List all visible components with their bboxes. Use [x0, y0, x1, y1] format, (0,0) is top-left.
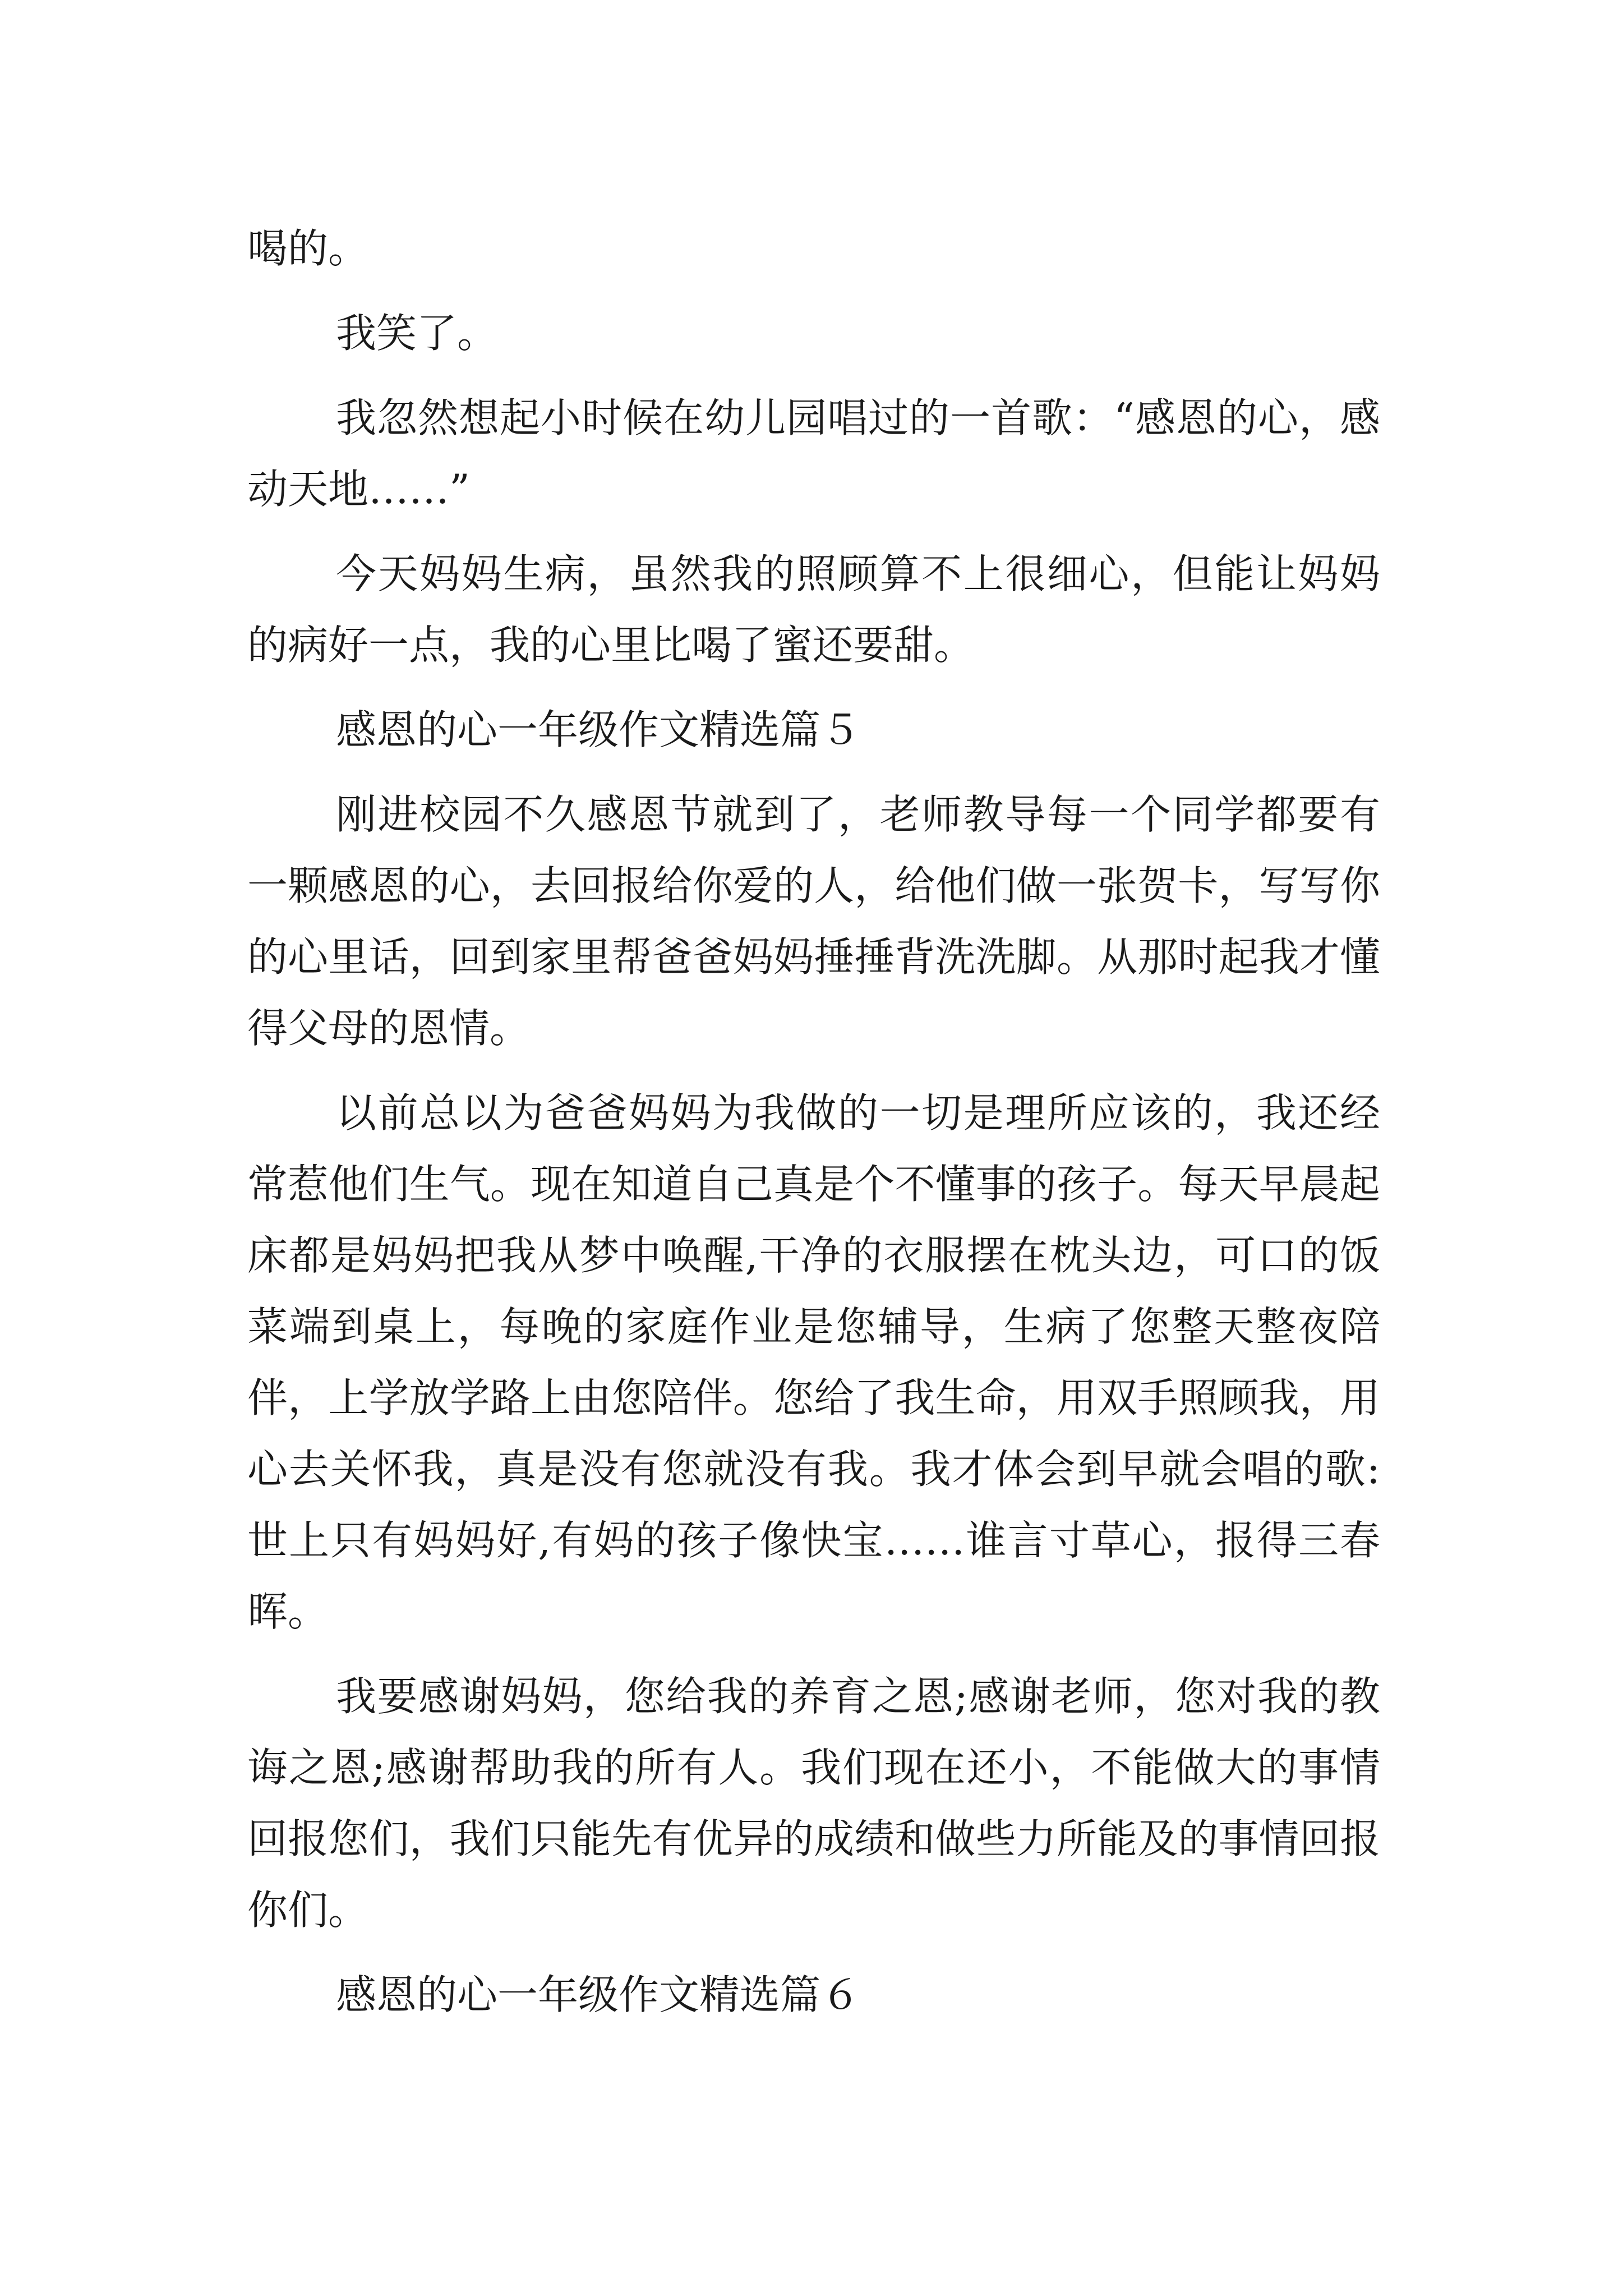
paragraph: 刚进校园不久感恩节就到了，老师教导每一个同学都要有一颗感恩的心，去回报给你爱的人，给他们做一张贺卡，写写你的心里话，回到家里帮爸爸妈妈捶捶背洗洗脚。从那时起我才懂得父母的恩情。 — [247, 791, 1380, 1052]
paragraph: 我忽然想起小时候在幼儿园唱过的一首歌：“感恩的心，感动天地……” — [247, 394, 1380, 513]
paragraph: 我笑了。 — [336, 310, 498, 357]
paragraph: 以前总以为爸爸妈妈为我做的一切是理所应该的，我还经常惹他们生气。现在知道自己真是个不懂事的孩子。每天早晨起床都是妈妈把我从梦中唤醒,干净的衣服摆在枕头边，可口的饭菜端到桌上，每晚的家庭作业是您辅导，生病了您整天整夜陪伴，上学放学路上由您陪伴。您给了我生命，用双手照顾我，用心去关怀我，真是没有您就没有我。我才体会到早就会唱的歌:世上只有妈妈好,有妈的孩子像快宝……谁言寸草心，报得三春晖。 — [247, 1089, 1380, 1635]
document-body — [247, 213, 1380, 2044]
paragraph: 今天妈妈生病，虽然我的照顾算不上很细心，但能让妈妈的病好一点，我的心里比喝了蜜还要甜。 — [247, 550, 1380, 669]
paragraph: 我要感谢妈妈，您给我的养育之恩;感谢老师，您对我的教诲之恩;感谢帮助我的所有人。我们现在还小，不能做大的事情回报您们，我们只能先有优异的成绩和做些力所能及的事情回报你们。 — [247, 1673, 1380, 1934]
section-heading-6: 感恩的心一年级作文精选篇６ — [336, 1971, 861, 2018]
section-heading-5: 感恩的心一年级作文精选篇５ — [336, 706, 861, 753]
paragraph-continuation: 喝的。 — [247, 225, 369, 272]
